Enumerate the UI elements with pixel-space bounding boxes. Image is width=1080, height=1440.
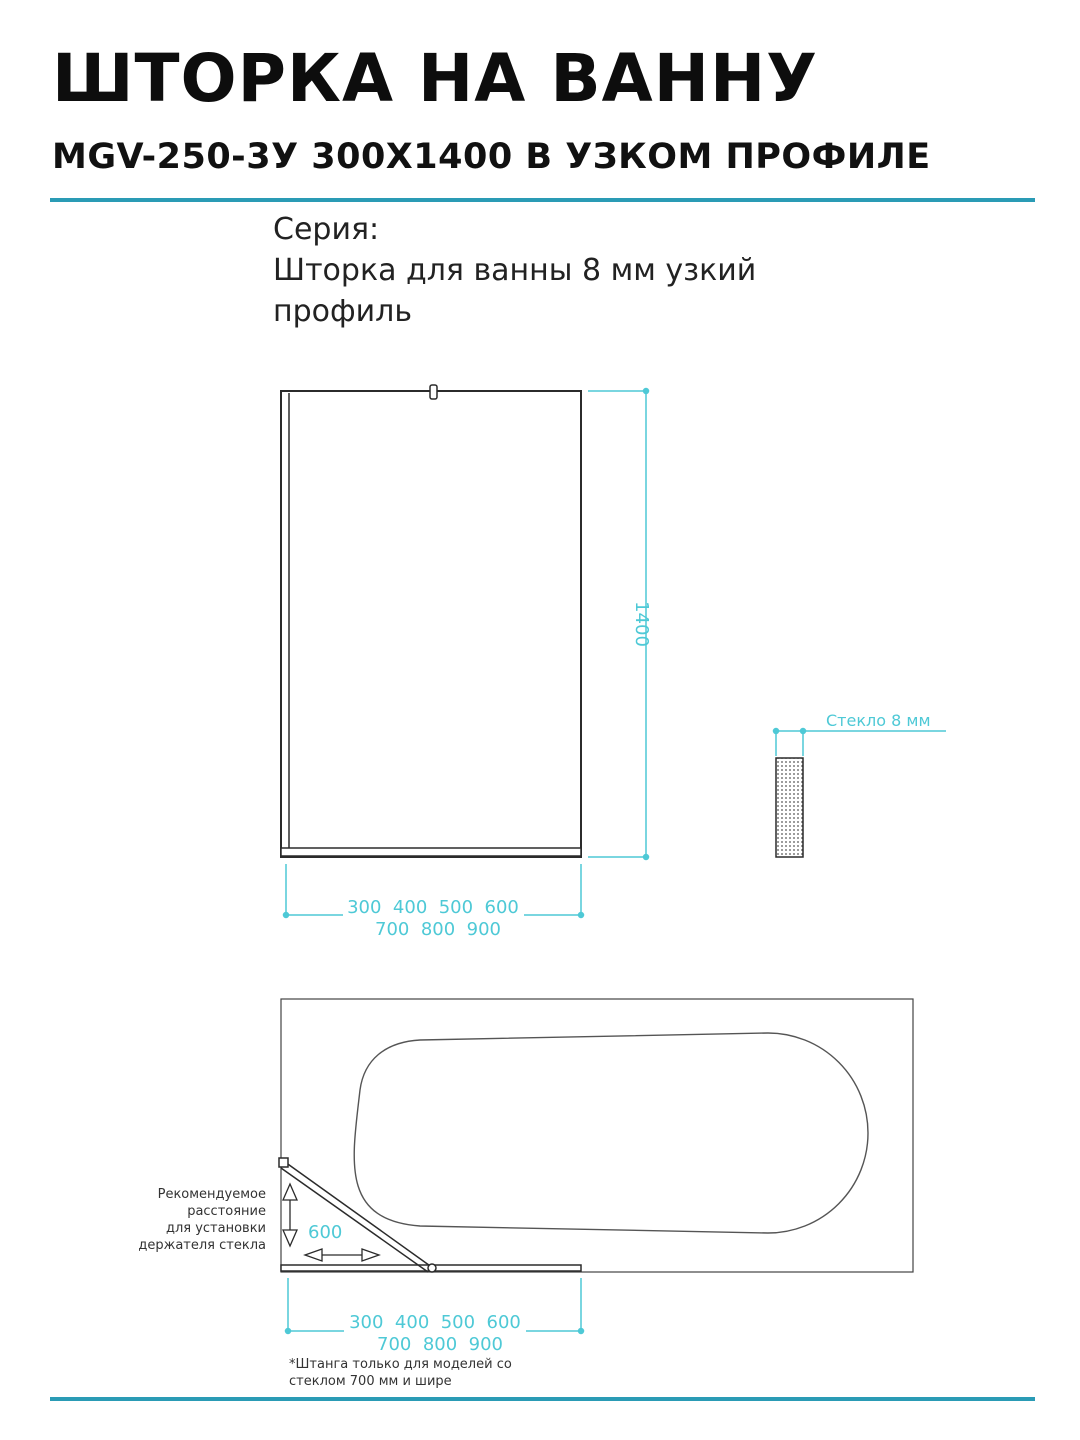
- recommend-line-2: расстояние: [187, 1204, 266, 1219]
- bathtub-outline: [281, 999, 913, 1272]
- top-clamp: [430, 385, 437, 399]
- footer-divider: [50, 1397, 1035, 1401]
- top-width-label-row1: 300 400 500 600: [349, 1312, 521, 1333]
- wall-holder: [279, 1158, 288, 1167]
- footnote-line-2: стеклом 700 мм и шире: [289, 1374, 452, 1389]
- series-label: Серия:: [273, 212, 380, 247]
- top-width-label-row2: 700 800 900: [377, 1334, 503, 1355]
- recommend-line-3: для установки: [165, 1221, 266, 1236]
- support-bar-footnote: [289, 1356, 569, 1390]
- footnote-line-1: *Штанга только для моделей со: [289, 1357, 512, 1372]
- holder-recommendation-note: [86, 1186, 266, 1254]
- series-line-2: профиль: [273, 294, 413, 329]
- bar-clamp: [428, 1264, 436, 1272]
- glass-section: [774, 711, 947, 857]
- width-label-row1: 300 400 500 600: [347, 897, 519, 918]
- bottom-profile: [281, 848, 581, 856]
- holder-distance-label: 600: [308, 1222, 343, 1243]
- glass-thickness-dimension: [774, 729, 947, 757]
- page-title: ШТОРКА НА ВАННУ: [52, 40, 819, 117]
- support-bar-line-1: [285, 1162, 433, 1268]
- series-line-1: Шторка для ванны 8 мм узкий: [273, 253, 757, 288]
- glass-panel-outline: [281, 391, 581, 857]
- front-view: [281, 385, 581, 857]
- height-label: 1400: [631, 601, 652, 647]
- glass-thickness-label: Стекло 8 мм: [826, 711, 931, 730]
- top-view: [279, 999, 913, 1272]
- recommend-line-1: Рекомендуемое: [157, 1187, 266, 1202]
- product-subtitle: MGV-250-3У 300Х1400 В УЗКОМ ПРОФИЛЕ: [52, 137, 931, 177]
- bathtub-basin: [354, 1033, 868, 1233]
- recommend-line-4: держателя стекла: [138, 1238, 266, 1253]
- width-label-row2: 700 800 900: [375, 919, 501, 940]
- glass-cross-section: [776, 758, 803, 857]
- support-bar-line-2: [281, 1168, 428, 1272]
